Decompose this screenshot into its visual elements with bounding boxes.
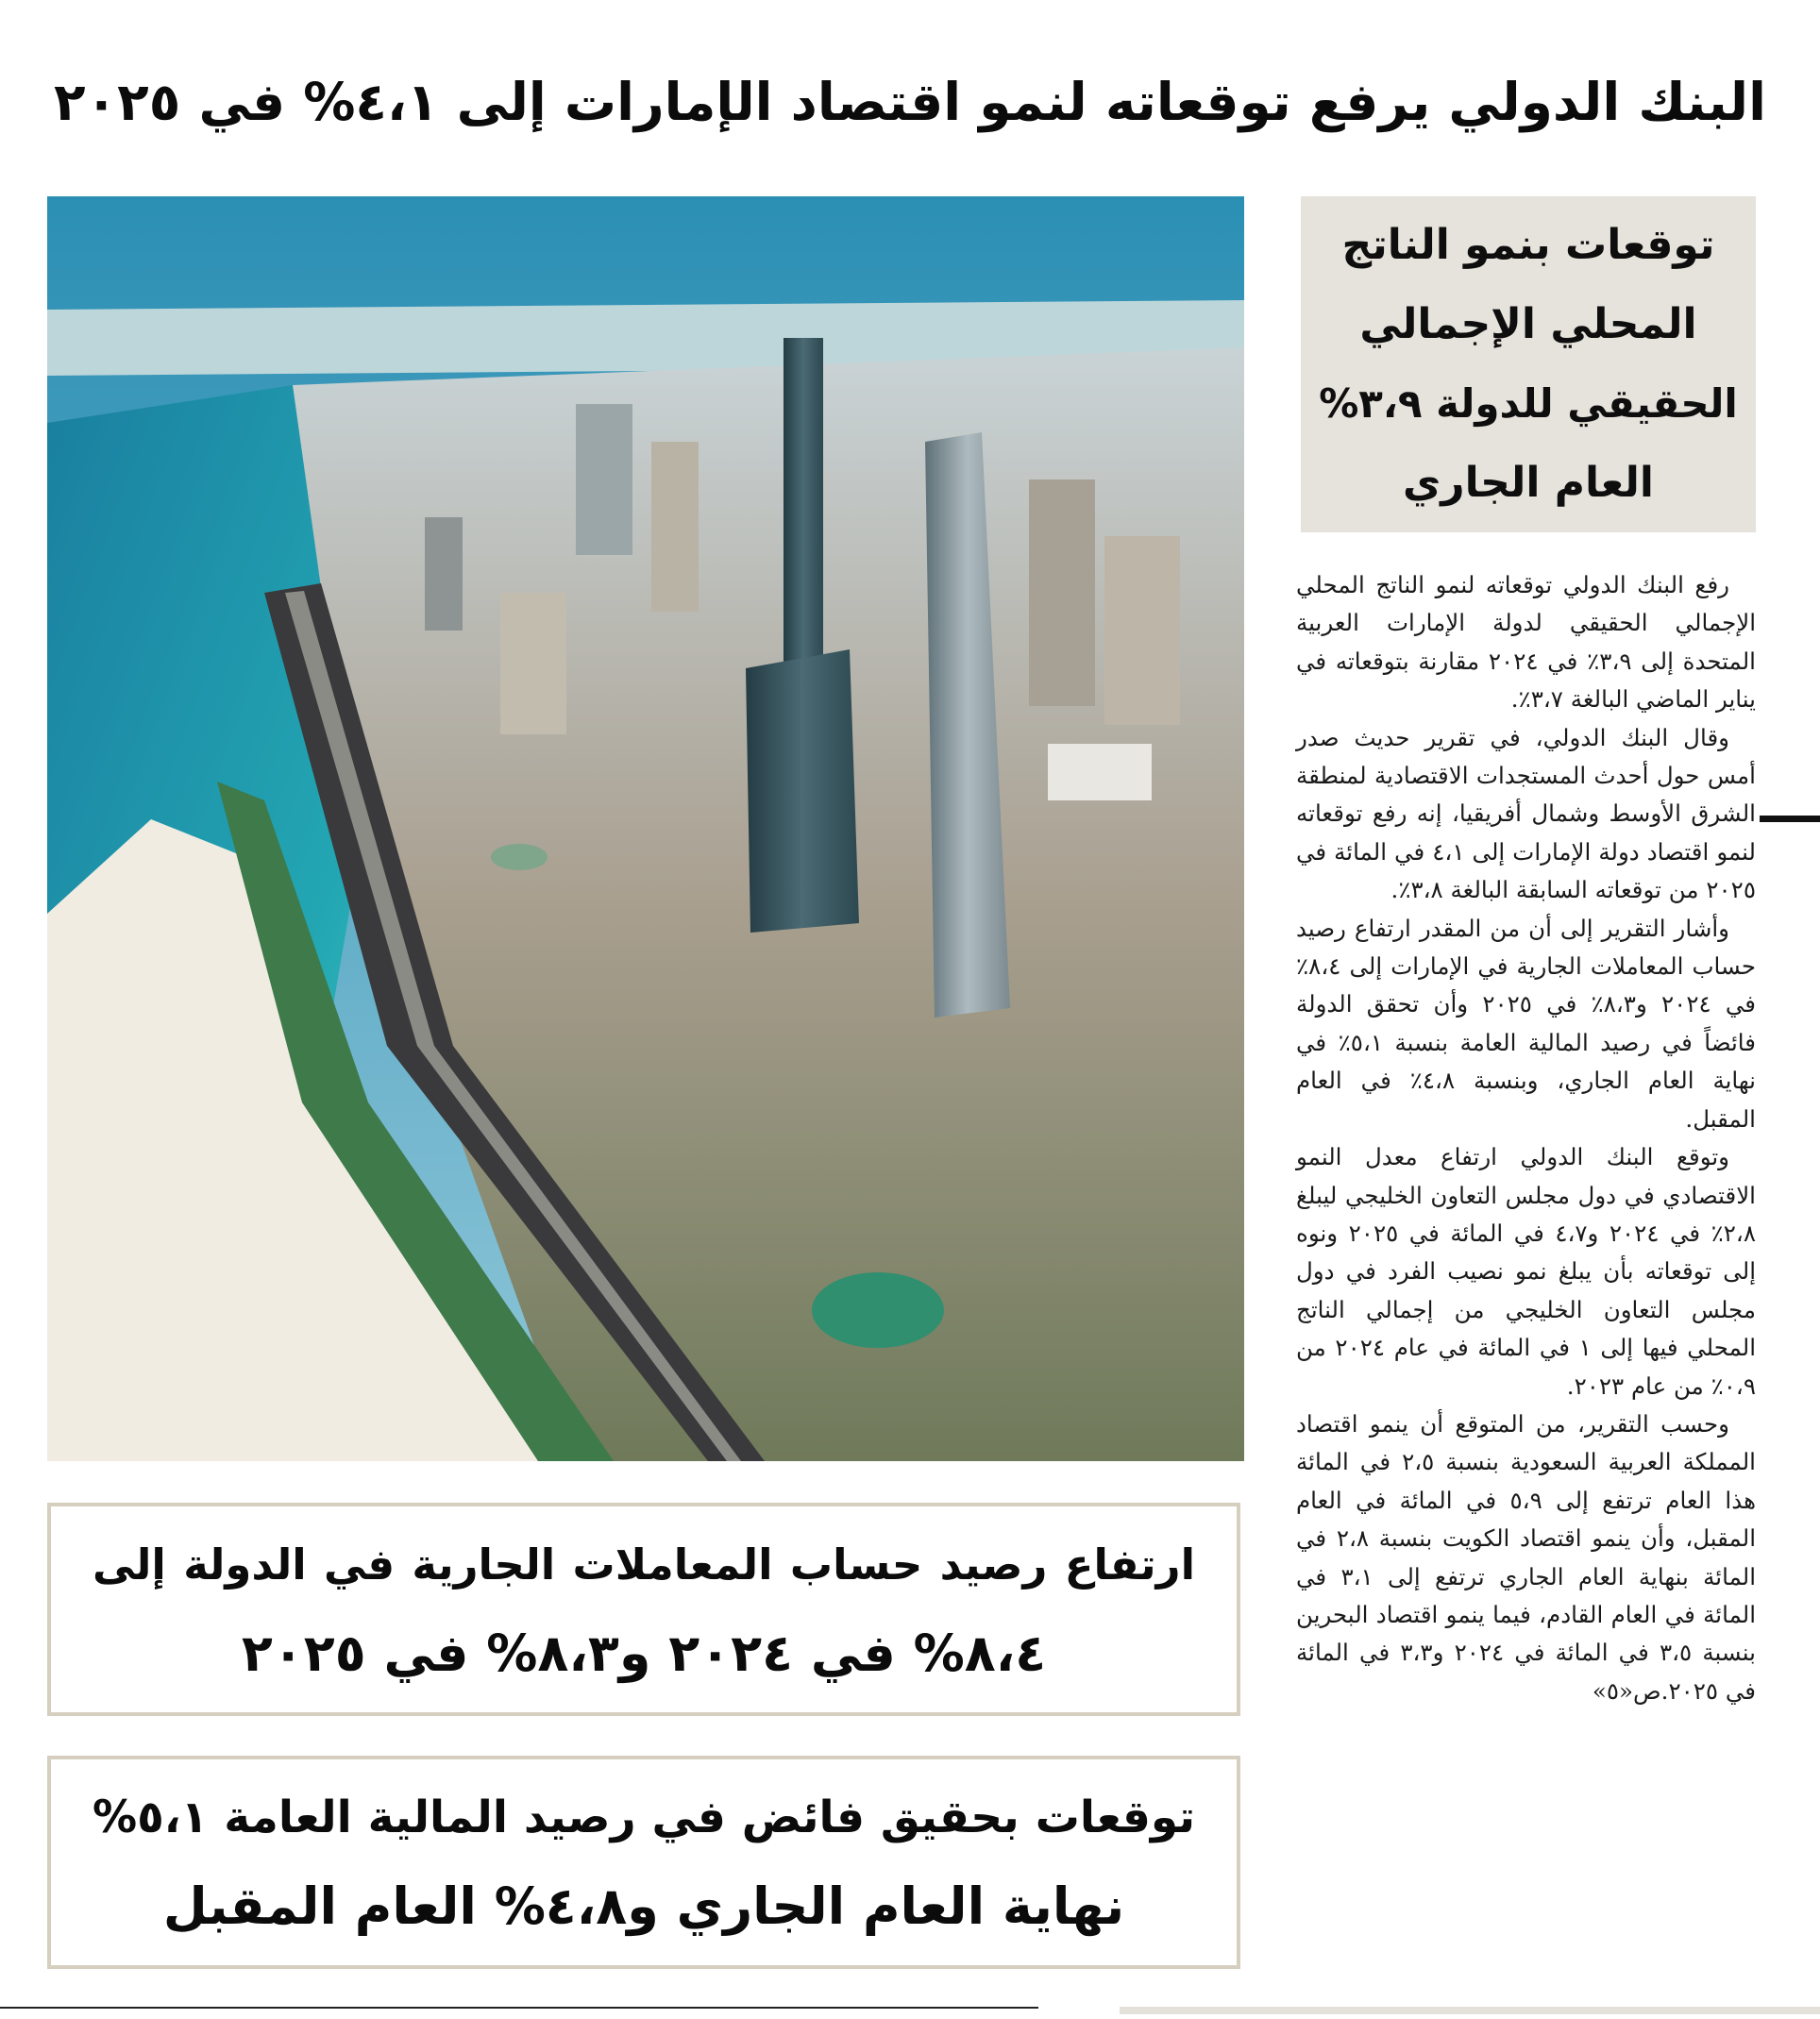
article-paragraph: وأشار التقرير إلى أن من المقدر ارتفاع رصيد حساب المعاملات الجارية في الإمارات إلى ٨،٤٪ في ٢٠٢٤ و٨،٣٪ في ٢٠٢٥ وأن تحقق الدولة فائضاً في رصيد المالية العامة بنسبة ٥،١٪ في نهاية العام الجاري، وبنسبة ٤،٨٪ في العام المقبل. [1296,914,1756,1133]
pull-quote-line: نهاية العام الجاري و٤،٨% العام المقبل [162,1876,1125,1936]
article-paragraph: وحسب التقرير، من المتوقع أن ينمو اقتصاد المملكة العربية السعودية بنسبة ٢،٥ في المائة هذا العام ترتفع إلى ٥،٩ في المائة في العام المقبل، وأن ينمو اقتصاد الكويت بنسبة ٢،٨ في المائة بنهاية العام الجاري ترتفع إلى ٣،١ في المائة في العام القادم، فيما ينمو اقتصاد البحرين بنسبة ٣،٥ في المائة في ٢٠٢٤ و٣،٣ في المائة في ٢٠٢٥.ص«٥» [1296,1409,1757,1705]
headline: البنك الدولي يرفع توقعاته لنمو اقتصاد الإمارات إلى ٤،١% في ٢٠٢٥ [54,72,1766,132]
pull-quote-current-account [47,1503,1240,1716]
sidebar-line: توقعات بنمو الناتج [1341,221,1715,269]
sidebar-line: المحلي الإجمالي [1359,300,1697,348]
sidebar-line: العام الجاري [1402,459,1655,507]
pull-quote-line: ارتفاع رصيد حساب المعاملات الجارية في الدولة إلى [93,1539,1195,1590]
sidebar-highlight-box [1301,196,1756,532]
pull-quote-line: ٨،٤% في ٢٠٢٤ و٨،٣% في ٢٠٢٥ [241,1624,1047,1683]
side-divider [1760,816,1820,822]
bottom-rule [0,2007,1038,2009]
pull-quote-line: توقعات بحقيق فائض في رصيد المالية العامة ٥،١% [93,1792,1195,1843]
aerial-city-photo [47,196,1244,1461]
article-paragraph: وقال البنك الدولي، في تقرير حديث صدر أمس حول أحدث المستجدات الاقتصادية لمنطقة الشرق الأوسط وشمال أفريقيا، إنه رفع توقعاته لنمو اقتصاد دولة الإمارات إلى ٤،١ في المائة في ٢٠٢٥ من توقعاته السابقة البالغة ٣،٨٪. [1296,723,1756,904]
sidebar-line: الحقيقي للدولة ٣،٩% [1319,380,1738,427]
article-paragraph: رفع البنك الدولي توقعاته لنمو الناتج المحلي الإجمالي الحقيقي لدولة الإمارات العربية المتحدة إلى ٣،٩٪ في ٢٠٢٤ مقارنة بتوقعاته في يناير الماضي البالغة ٣،٧٪. [1296,571,1756,714]
bottom-rule-shaded [1120,2007,1820,2014]
article-paragraph: وتوقع البنك الدولي ارتفاع معدل النمو الاقتصادي في دول مجلس التعاون الخليجي ليبلغ ٢،٨٪ في ٢٠٢٤ و٤،٧ في المائة في ٢٠٢٥ ونوه إلى توقعاته بأن يبلغ نمو نصيب الفرد في دول مجلس التعاون الخليجي من إجمالي الناتج المحلي فيها إلى ١ في المائة في عام ٢٠٢٤ من ٠،٩٪ من عام ٢٠٢٣. [1296,1143,1757,1400]
article-body [1296,566,1756,1992]
aerial-city-illustration [47,196,1244,1461]
pull-quote-fiscal-surplus [47,1756,1240,1969]
